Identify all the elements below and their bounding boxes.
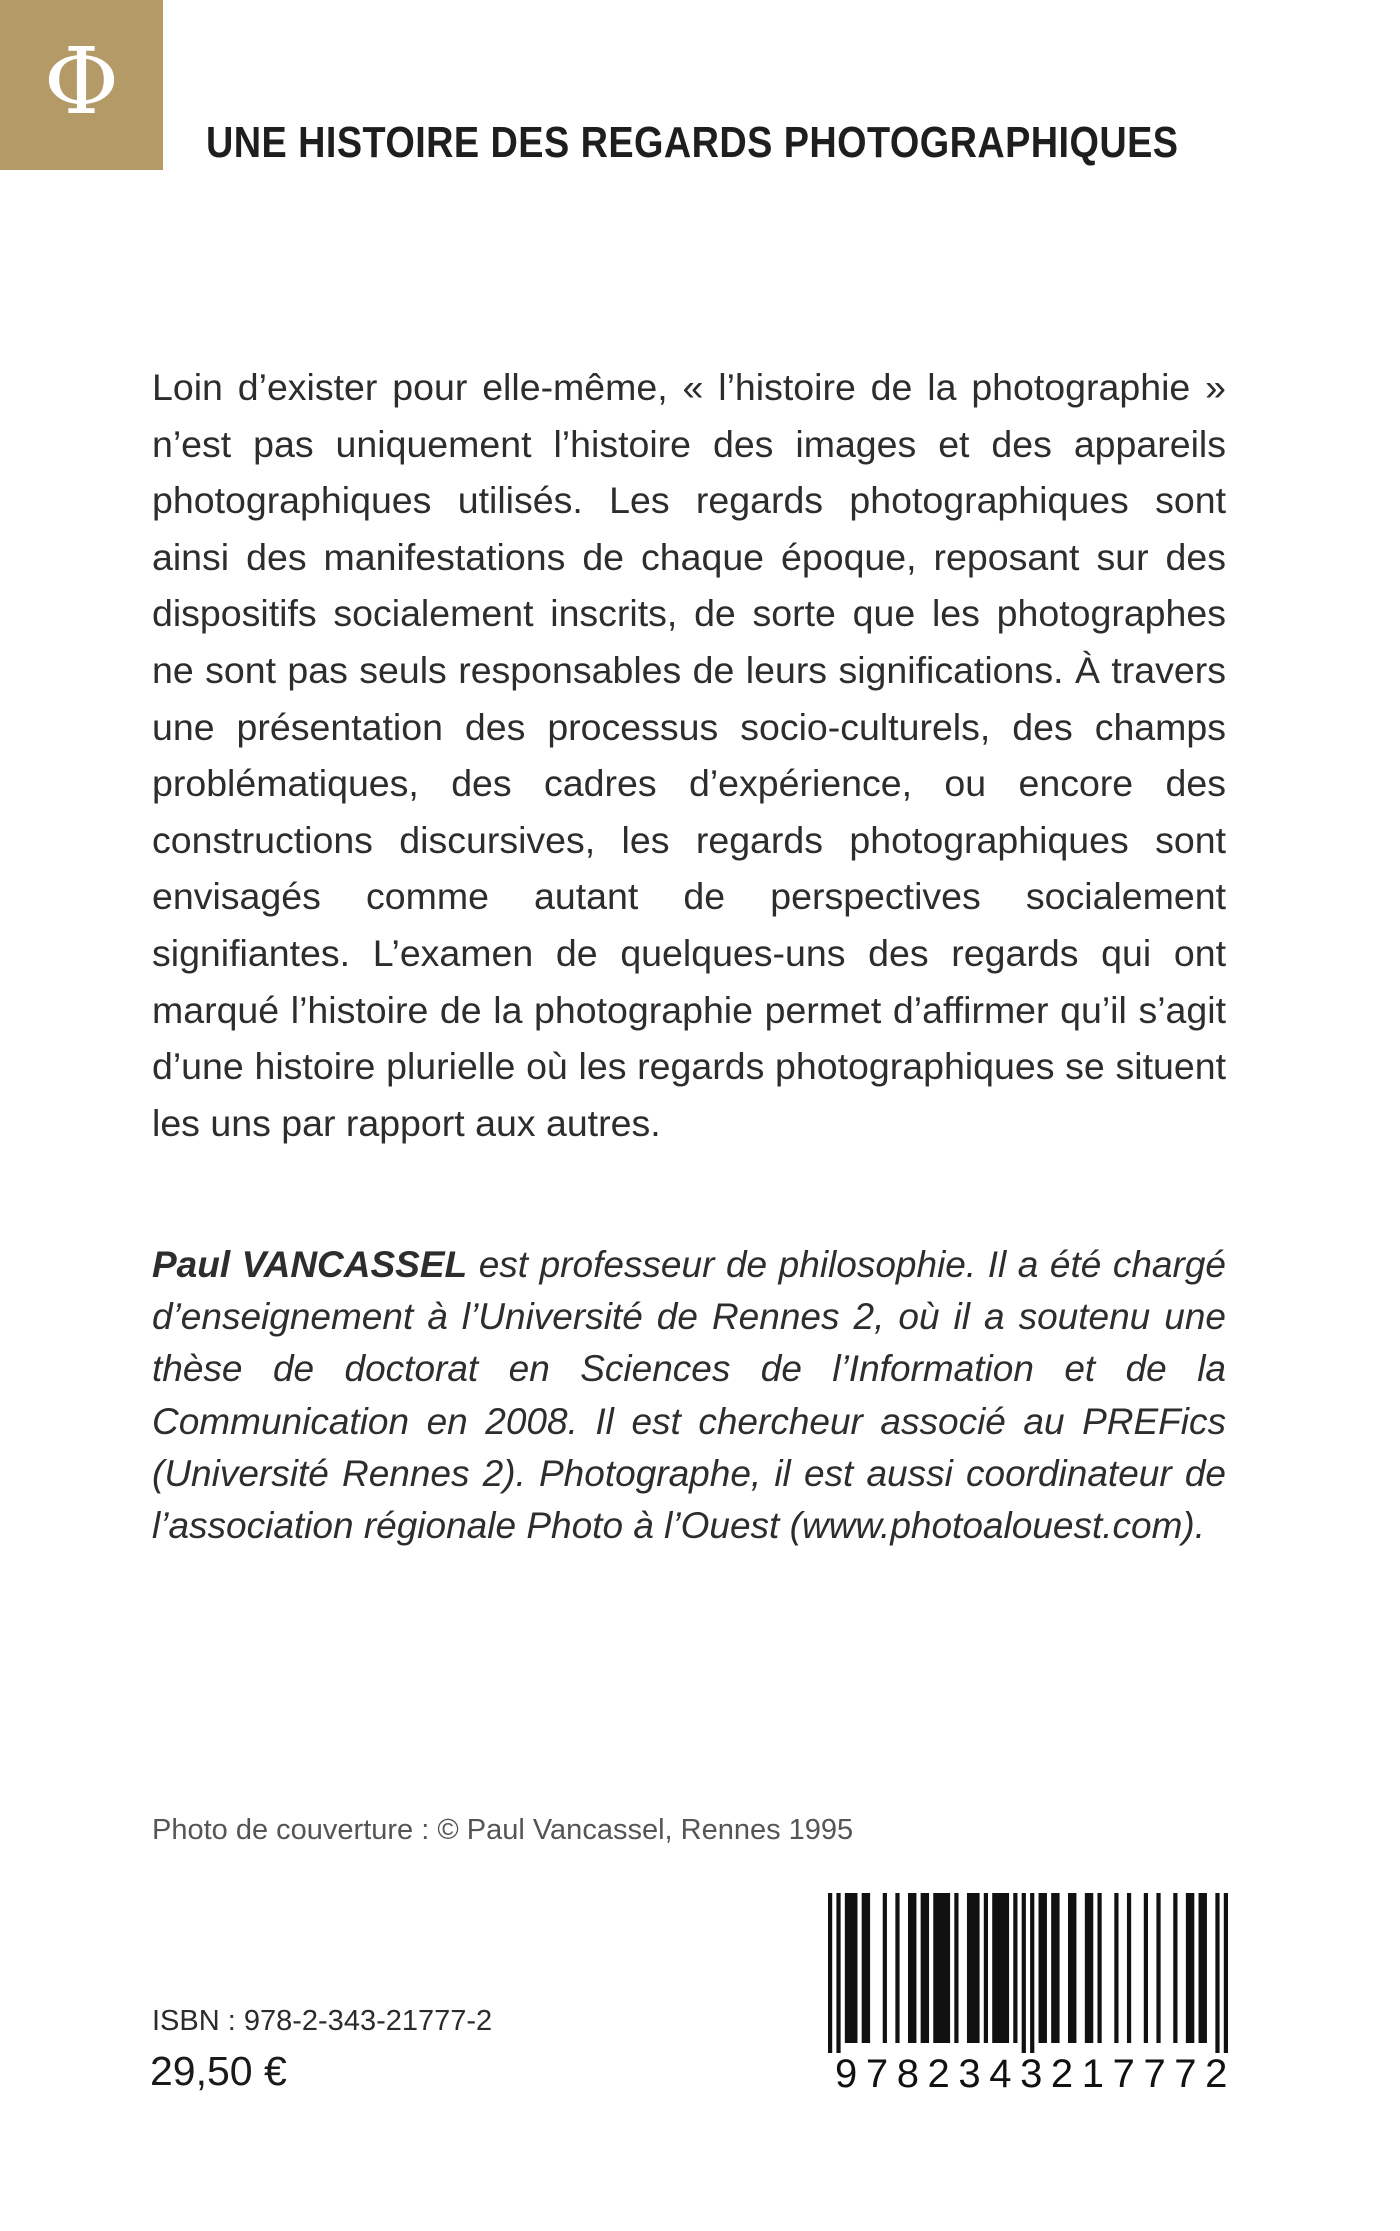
barcode-bar bbox=[828, 1893, 832, 2053]
author-bio-text: est professeur de philosophie. Il a été chargé d’enseignement à l’Université de Rennes 2, où il a soutenu une thèse de doctorat en Sciences de l’Information et de la Communication en 2008. Il est chercheur associé au PREFics (Université Rennes 2). Photographe, il est aussi coordinateur de l’association régionale Photo à l’Ouest (www.photoalouest.com). bbox=[152, 1244, 1226, 1547]
barcode-bar bbox=[1114, 1893, 1118, 2043]
price: 29,50 € bbox=[150, 2048, 287, 2094]
barcode-bar bbox=[1030, 1893, 1034, 2053]
barcode-bar bbox=[954, 1893, 958, 2043]
barcode-bar bbox=[1127, 1893, 1131, 2043]
barcode-bar bbox=[1199, 1893, 1207, 2043]
barcode-bar bbox=[1186, 1893, 1194, 2043]
barcode-bar bbox=[895, 1893, 899, 2043]
barcode-bar bbox=[1085, 1893, 1093, 2043]
barcode-bar bbox=[967, 1893, 980, 2043]
barcode-bar bbox=[1051, 1893, 1059, 2043]
isbn: ISBN : 978-2-343-21777-2 bbox=[152, 2005, 493, 2037]
barcode-bar bbox=[908, 1893, 916, 2043]
barcode-bar bbox=[933, 1893, 950, 2043]
barcode-bar bbox=[836, 1893, 840, 2053]
barcode-bar bbox=[1173, 1893, 1177, 2043]
barcode-bar bbox=[1013, 1893, 1017, 2043]
barcode-bar bbox=[1224, 1893, 1228, 2053]
author-name: Paul VANCASSEL bbox=[152, 1244, 468, 1285]
photo-credit: Photo de couverture : © Paul Vancassel, Rennes 1995 bbox=[152, 1814, 854, 1846]
barcode-bar bbox=[1022, 1893, 1026, 2053]
barcode-bar bbox=[1039, 1893, 1047, 2043]
barcode-bar bbox=[1144, 1893, 1148, 2043]
barcode-bar bbox=[984, 1893, 988, 2043]
barcode-bar bbox=[883, 1893, 887, 2043]
barcode-bar bbox=[1068, 1893, 1076, 2043]
barcode-bar bbox=[862, 1893, 870, 2043]
barcode-bar bbox=[921, 1893, 929, 2043]
barcode-bars bbox=[828, 1893, 1228, 2053]
barcode-bar bbox=[992, 1893, 1009, 2043]
barcode-digits: 9782343217772 bbox=[835, 2052, 1236, 2096]
series-title: UNE HISTOIRE DES REGARDS PHOTOGRAPHIQUES bbox=[206, 118, 1179, 167]
book-summary: Loin d’exister pour elle-même, « l’histoire de la photographie » n’est pas uniquement l’histoire des images et des appareils photographiques utilisés. Les regards photographiques sont ainsi des manifestations de chaque époque, reposant sur des dispositifs socialement inscrits, de sorte que les photographes ne sont pas seuls responsables de leurs significations. À travers une présentation des processus socio-culturels, des champs problématiques, des cadres d’expérience, ou encore des constructions discursives, les regards photographiques sont envisagés comme autant de perspectives socialement signifiantes. L’examen de quelques-uns des regards qui ont marqué l’histoire de la photographie permet d’affirmer qu’il s’agit d’une histoire plurielle où les regards photographiques se situent les uns par rapport aux autres. bbox=[152, 366, 1226, 1144]
barcode-bar bbox=[1097, 1893, 1101, 2043]
publisher-logo bbox=[0, 0, 163, 170]
barcode-bar bbox=[1156, 1893, 1160, 2043]
phi-logo-icon: Φ bbox=[43, 28, 120, 135]
author-bio bbox=[152, 1239, 1226, 1552]
barcode-bar bbox=[845, 1893, 858, 2043]
barcode-bar bbox=[1215, 1893, 1219, 2053]
